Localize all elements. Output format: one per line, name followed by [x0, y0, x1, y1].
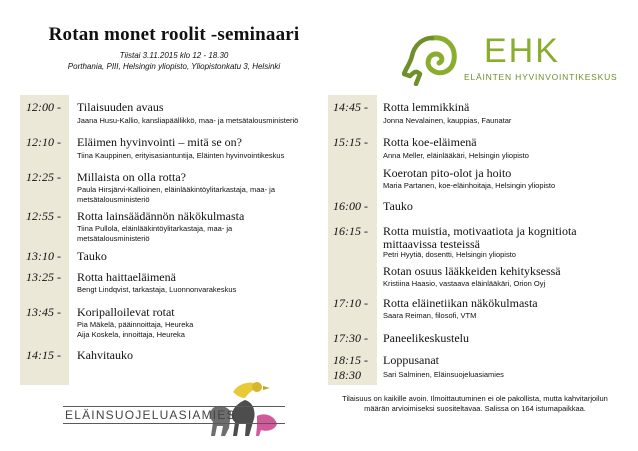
item-title: Loppusanat	[383, 353, 439, 367]
time: 15:15 -	[333, 135, 368, 149]
item-title: Paneelikeskustelu	[383, 331, 469, 345]
time: 13:45 -	[26, 305, 61, 319]
ehk-name: EHK	[484, 32, 560, 70]
ehk-logo	[402, 30, 618, 86]
time: 12:00 -	[26, 100, 61, 114]
item-title: Tilaisuuden avaus	[77, 100, 164, 114]
time: 12:10 -	[26, 135, 61, 149]
item-title: Rotta eläinetiikan näkökulmasta	[383, 296, 538, 310]
item-speaker: Maria Partanen, koe-eläinhoitaja, Helsingin yliopisto	[383, 181, 556, 190]
attendance-note: Tilaisuus on kaikille avoin. Ilmoittautuminen ei ole pakollista, mutta kahvitarjoilun määrän arvioimiseksi suositeltavaa. Salissa on 164 istumapaikkaa.	[342, 394, 608, 413]
event-date: Tiistai 3.11.2015 klo 12 - 18.30	[119, 51, 229, 60]
ehk-tagline: ELÄINTEN HYVINVOINTIKESKUS	[464, 72, 618, 82]
item-speaker: Tiina Pullola, eläinlääkintöylitarkastaja, maa- ja metsätalousministeriö	[77, 224, 233, 243]
time: 16:00 -	[333, 199, 368, 213]
item-speaker: Pia Mäkelä, pääinnoittaja, Heureka Aija Koskela, innoittaja, Heureka	[77, 320, 194, 339]
time: 17:30 -	[333, 331, 368, 345]
header	[20, 24, 328, 72]
item-title: Eläimen hyvinvointi – mitä se on?	[77, 135, 242, 149]
event-place: Porthania, PIII, Helsingin yliopisto, Yliopistonkatu 3, Helsinki	[67, 62, 281, 71]
item-speaker: Saara Reiman, filosofi, VTM	[383, 311, 477, 320]
item-title: Rotta lainsäädännön näkökulmasta	[77, 209, 245, 223]
item-speaker: Anna Meller, eläinlääkäri, Helsingin yliopisto	[383, 151, 529, 160]
elainsuojeluasiamies-logo	[55, 378, 280, 438]
item-title: Rotan osuus lääkkeiden kehityksessä	[383, 264, 561, 278]
time: 12:55 -	[26, 209, 61, 223]
item-speaker: Paula Hirsjärvi-Kallioinen, eläinlääkintöylitarkastaja, maa- ja metsätalousministeriö	[77, 185, 276, 204]
item-title: Rotta lemmikkinä	[383, 100, 470, 114]
item-title: Koerotan pito-olot ja hoito	[383, 166, 512, 180]
time: 13:10 -	[26, 249, 61, 263]
ehk-ram-icon	[402, 30, 460, 86]
elainsuojeluasiamies-name: ELÄINSUOJELUASIAMIES	[65, 408, 236, 422]
time: 14:45 -	[333, 100, 368, 114]
item-title: Kahvitauko	[77, 348, 133, 362]
item-speaker: Jaana Husu-Kallio, kansliapäällikkö, maa- ja metsätalousministeriö	[77, 116, 299, 125]
time: 12:25 -	[26, 170, 61, 184]
item-speaker: Kristiina Haasio, vastaava eläinlääkäri, Orion Oyj	[383, 279, 546, 288]
time: 14:15 -	[26, 348, 61, 362]
item-title: Koripalloilevat rotat	[77, 305, 175, 319]
page-title: Rotan monet roolit -seminaari	[48, 24, 300, 45]
time: 16:15 -	[333, 224, 368, 238]
time: 18:30	[333, 368, 361, 382]
item-title: Rotta muistia, motivaatiota ja kognitiota mittaavissa testeissä	[383, 224, 577, 251]
item-title: Tauko	[383, 199, 413, 213]
time: 13:25 -	[26, 270, 61, 284]
item-title: Millaista on olla rotta?	[77, 170, 186, 184]
time: 18:15 -	[333, 353, 368, 367]
item-title: Rotta haittaeläimenä	[77, 270, 176, 284]
time: 17:10 -	[333, 296, 368, 310]
item-speaker: Sari Salminen, Eläinsuojeluasiamies	[383, 370, 504, 379]
item-speaker: Bengt Lindqvist, tarkastaja, Luonnonvarakeskus	[77, 285, 237, 294]
item-title: Rotta koe-eläimenä	[383, 135, 477, 149]
item-speaker: Jonna Nevalainen, kauppias, Faunatar	[383, 116, 512, 125]
item-speaker: Petri Hyytiä, dosentti, Helsingin yliopisto	[383, 250, 516, 259]
item-title: Tauko	[77, 249, 107, 263]
item-speaker: Tiina Kauppinen, erityisasiantuntija, Eläinten hyvinvointikeskus	[77, 151, 285, 160]
